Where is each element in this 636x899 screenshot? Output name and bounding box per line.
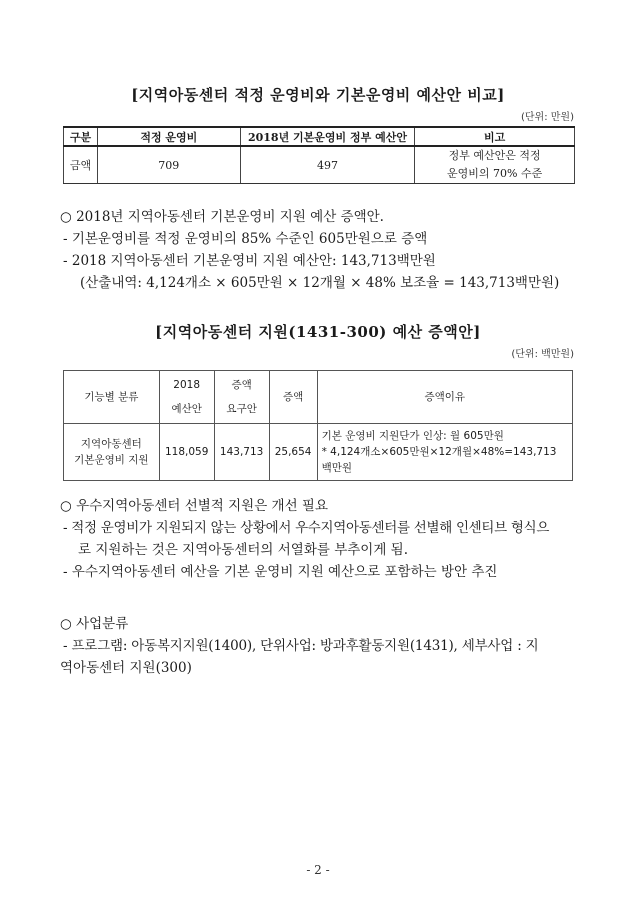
note-line: 정부 예산안은 적정 (448, 149, 541, 162)
table-row (64, 146, 575, 184)
header-gov-budget: 2018년 기본운영비 정부 예산안 (240, 127, 415, 146)
business-classification-section (60, 613, 580, 679)
reason-line: * 4,124개소×605만원×12개월×48%=143,713 (321, 446, 557, 458)
reason-cell (317, 424, 572, 481)
header-increase-request: 증액 요구안 (214, 371, 269, 424)
section-heading (60, 495, 580, 517)
list-item-continuation: 로 지원하는 것은 지역아동센터의 서열화를 부추이게 됨. (78, 542, 408, 558)
comparison-table (63, 126, 575, 184)
selective-support-section (60, 495, 580, 583)
category-cell: 지역아동센터 기본운영비 지원 (64, 424, 160, 481)
comparison-table-title: [지역아동센터 적정 운영비와 기본운영비 예산안 비교] (131, 86, 505, 104)
header-increase: 증액 (269, 371, 317, 424)
calculation-detail: (산출내역: 4,124개소 × 605만원 × 12개월 × 48% 보조율 = 143,713백만원) (80, 275, 560, 291)
gov-budget-value: 497 (240, 146, 415, 184)
increase-request-value: 143,713 (214, 424, 269, 481)
table-header-row (64, 127, 575, 146)
reason-line: 백만원 (321, 462, 353, 474)
section-heading (60, 613, 580, 635)
list-item: - 적정 운영비가 지원되지 않는 상황에서 우수지역아동센터를 선별해 인센티브 형식으 (63, 520, 550, 536)
header-functional-category: 기능별 분류 (64, 371, 160, 424)
header-proper-cost: 적정 운영비 (97, 127, 240, 146)
heading-text: 2018년 지역아동센터 기본운영비 지원 예산 증액안. (76, 209, 384, 225)
note-line: 운영비의 70% 수준 (447, 167, 543, 180)
budget-increase-section (60, 206, 580, 294)
note-cell (415, 146, 575, 184)
header-budget-2018: 2018 예산안 (159, 371, 214, 424)
heading-text: 사업분류 (76, 616, 129, 632)
increase-table-unit: (단위: 백만원) (511, 349, 574, 360)
proper-cost-value: 709 (97, 146, 240, 184)
table-row (64, 424, 573, 481)
list-item-continuation: 역아동센터 지원(300) (60, 660, 192, 676)
header-note: 비고 (415, 127, 575, 146)
list-item: - 기본운영비를 적정 운영비의 85% 수준인 605만원으로 증액 (63, 231, 428, 247)
circle-bullet-icon: ○ (60, 209, 72, 225)
increase-table (63, 370, 573, 481)
increase-table-title: [지역아동센터 지원(1431-300) 예산 증액안] (155, 323, 481, 341)
increase-value: 25,654 (269, 424, 317, 481)
list-item: - 2018 지역아동센터 기본운영비 지원 예산안: 143,713백만원 (63, 253, 436, 269)
header-increase-reason: 증액이유 (317, 371, 572, 424)
list-item: - 프로그램: 아동복지지원(1400), 단위사업: 방과후활동지원(1431), 세부사업 : 지 (63, 638, 539, 654)
heading-text: 우수지역아동센터 선별적 지원은 개선 필요 (76, 498, 328, 514)
list-item: - 우수지역아동센터 예산을 기본 운영비 지원 예산으로 포함하는 방안 추진 (63, 564, 498, 580)
reason-line: 기본 운영비 지원단가 인상: 월 605만원 (321, 430, 504, 442)
comparison-table-unit: (단위: 만원) (521, 112, 574, 123)
page-number: - 2 - (306, 863, 330, 877)
section-heading (60, 206, 580, 228)
table-header-row (64, 371, 573, 424)
row-label: 금액 (64, 146, 98, 184)
circle-bullet-icon: ○ (60, 498, 72, 514)
circle-bullet-icon: ○ (60, 616, 72, 632)
header-category: 구분 (64, 127, 98, 146)
budget-2018-value: 118,059 (159, 424, 214, 481)
